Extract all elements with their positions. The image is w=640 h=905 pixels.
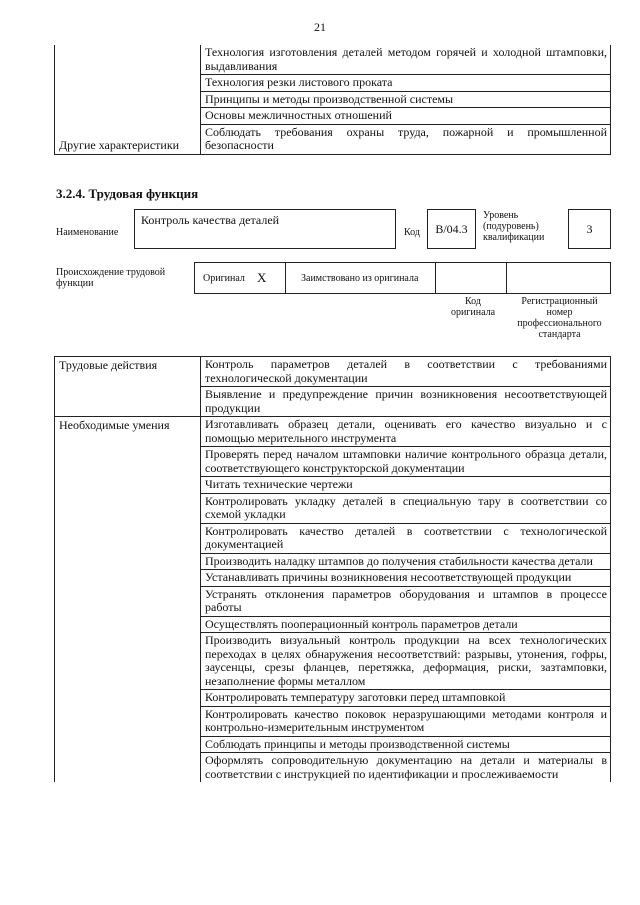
skill-item: Устранять отклонения параметров оборудования и штампов в процессе работы	[201, 586, 611, 616]
function-name-box	[134, 209, 396, 249]
knowledge-item: Принципы и методы производственной системы	[201, 91, 611, 108]
level-value: 3	[586, 222, 593, 236]
skill-item: Проверять перед началом штамповки наличие контрольного образца детали, соответствующего конструкторской документации	[201, 447, 611, 477]
original-mark: X	[257, 270, 267, 285]
level-label: Уровень (подуровень) квалификации	[483, 210, 545, 243]
category-skills: Необходимые умения	[55, 417, 201, 783]
category-labor-actions: Трудовые действия	[55, 357, 201, 417]
skill-item: Производить наладку штампов до получения стабильности качества детали	[201, 553, 611, 570]
labor-action-item: Контроль параметров деталей в соответствии с требованиями технологической документации	[201, 357, 611, 387]
knowledge-item: Основы межличностных отношений	[201, 108, 611, 125]
skill-item: Контролировать температуру заготовки перед штамповкой	[201, 690, 611, 707]
divider	[285, 263, 286, 293]
skill-item: Соблюдать принципы и методы производственной системы	[201, 736, 611, 753]
skill-item: Контролировать укладку деталей в специальную тару в соответствии со схемой укладки	[201, 493, 611, 523]
code-value: B/04.3	[435, 222, 468, 236]
skill-item: Читать технические чертежи	[201, 477, 611, 494]
skill-item: Изготавливать образец детали, оценивать его качество визуально и с помощью мерительного инструмента	[201, 417, 611, 447]
name-label: Наименование	[56, 227, 119, 238]
borrowed-label: Заимствовано из оригинала	[301, 273, 419, 284]
skill-item: Оформлять сопроводительную документацию на детали и материалы в соответствии с инструкцией по идентификации и прослеживаемости	[201, 753, 611, 783]
skill-item: Контролировать качество поковок неразрушающими методами контроля и контрольно-измерительным инструментом	[201, 706, 611, 736]
skill-item: Осуществлять пооперационный контроль параметров детали	[201, 616, 611, 633]
code-box	[427, 209, 476, 249]
knowledge-item: Технология резки листового проката	[201, 75, 611, 92]
divider	[506, 263, 507, 293]
reg-number-label: Регистрационный номер профессионального стандарта	[517, 296, 602, 340]
divider	[435, 263, 436, 293]
labor-function-table	[54, 356, 611, 782]
origin-box	[194, 262, 611, 294]
section-heading: 3.2.4. Трудовая функция	[56, 186, 199, 201]
origin-label: Происхождение трудовой функции	[56, 267, 166, 289]
function-name-value: Контроль качества деталей	[141, 213, 280, 227]
original-label: Оригинал	[203, 273, 245, 284]
code-label: Код	[404, 227, 420, 238]
labor-action-item: Выявление и предупреждение причин возникновения несоответствующей продукции	[201, 387, 611, 417]
skill-item: Производить визуальный контроль продукции на всех технологических переходах в целях обнаружения несоответствий: разрывы, утонения, гофры, заусенцы, срезы фланцев, перетяжка, деформация, риски, зазтамповки, незаполнение формы металлом	[201, 633, 611, 690]
knowledge-item: Технология изготовления деталей методом горячей и холодной штамповки, выдавливания	[201, 45, 611, 75]
other-characteristic-item: Соблюдать требования охраны труда, пожарной и промышленной безопасности	[201, 124, 611, 154]
page-number: 21	[314, 20, 326, 34]
code-original-label: Код оригинала	[450, 296, 496, 318]
level-box	[568, 209, 611, 249]
skill-item: Устанавливать причины возникновения несоответствующей продукции	[201, 570, 611, 587]
other-characteristics-table	[54, 45, 611, 155]
skill-item: Контролировать качество деталей в соответствии с технологической документацией	[201, 523, 611, 553]
category-other-characteristics: Другие характеристики	[55, 45, 201, 154]
